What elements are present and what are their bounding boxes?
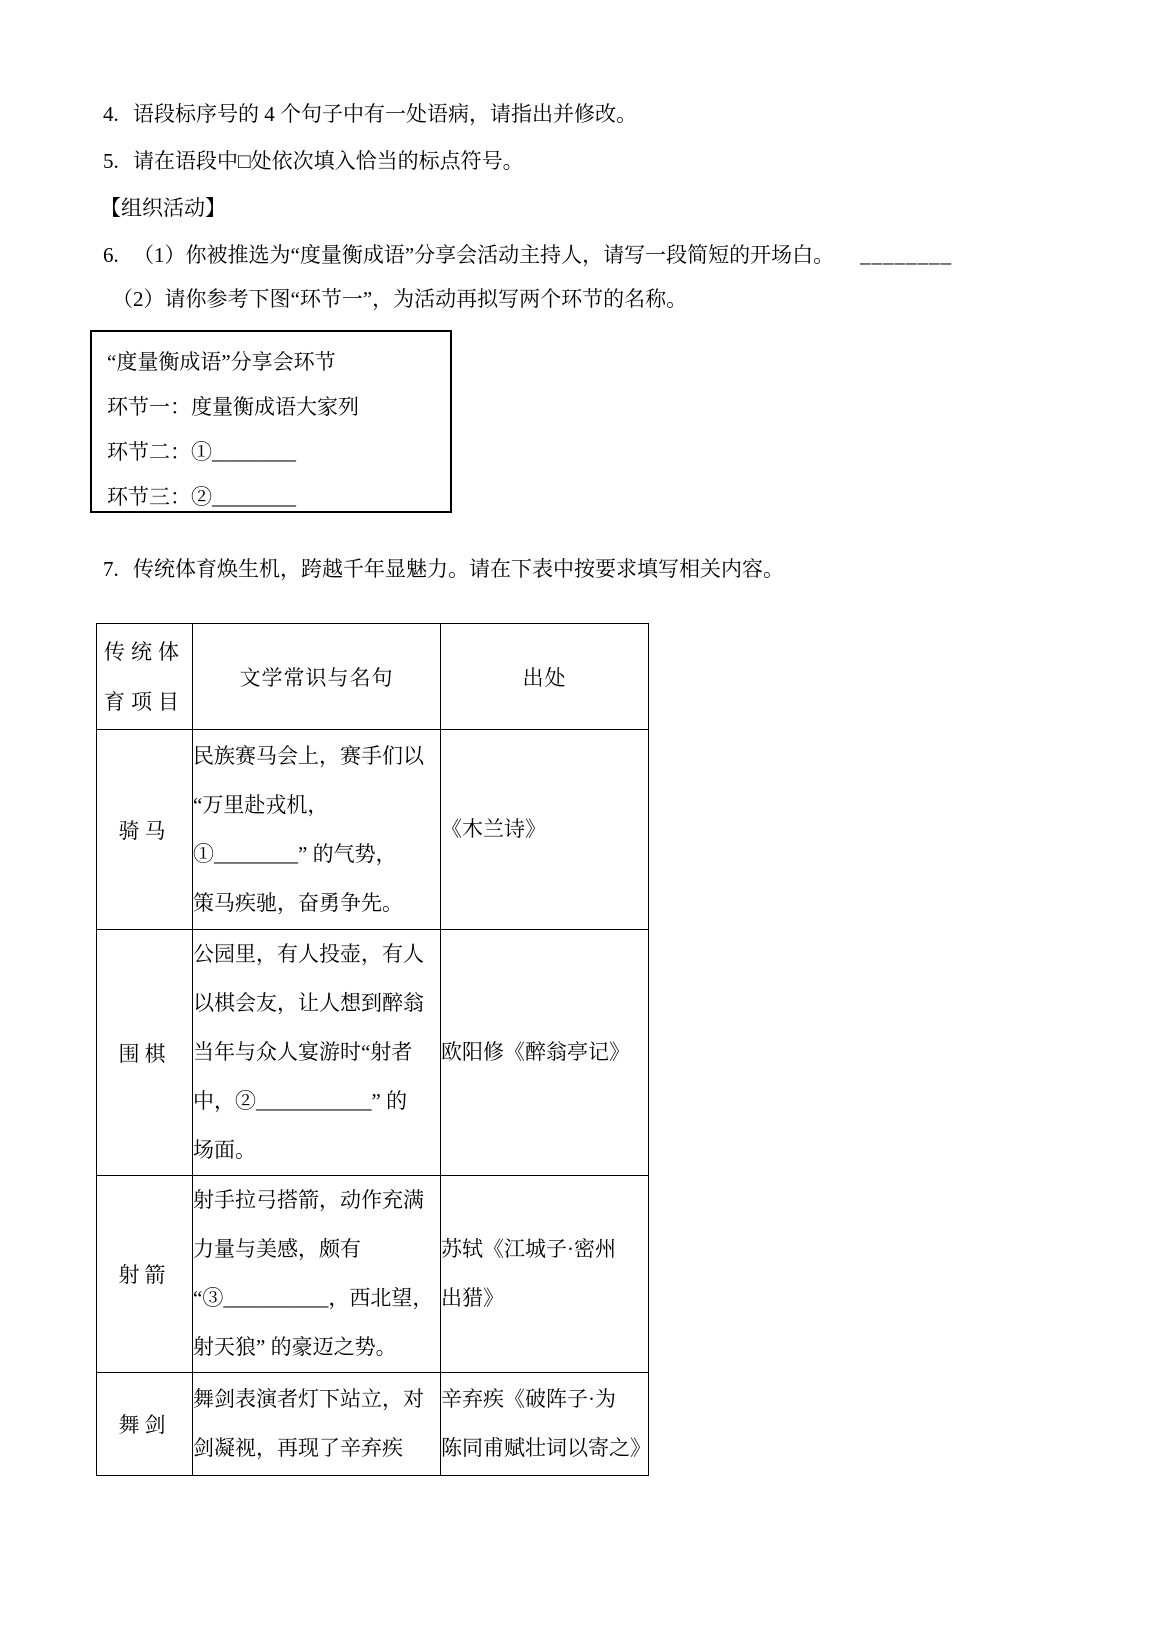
cell-line: 以棋会友，让人想到醉翁 xyxy=(193,991,424,1015)
header-literature-column: 文学常识与名句 xyxy=(193,624,441,730)
header-source-column: 出处 xyxy=(441,624,649,730)
literature-cell xyxy=(193,1373,441,1476)
cell-line: 力量与美感，颇有 xyxy=(193,1237,361,1261)
table-header-row xyxy=(97,624,649,730)
literature-cell xyxy=(193,1176,441,1373)
section-heading-text: 【组织活动】 xyxy=(100,196,226,220)
question-6-part2 xyxy=(112,288,687,311)
cell-line: 公园里，有人投壶，有人 xyxy=(193,942,424,966)
cell-line: 舞剑表演者灯下站立，对 xyxy=(193,1387,424,1411)
table-row-sword xyxy=(97,1373,649,1476)
sports-table xyxy=(96,623,649,1476)
table-row-go xyxy=(97,930,649,1176)
literature-cell xyxy=(193,730,441,930)
question-6-part2-text: （2）请你参考下图“环节一”，为活动再拟写两个环节的名称。 xyxy=(112,287,688,311)
cell-line: 出猎》 xyxy=(441,1286,504,1310)
literature-cell xyxy=(193,930,441,1176)
sport-label: 射箭 xyxy=(97,1176,193,1373)
sport-label: 围棋 xyxy=(97,930,193,1176)
flow-box-title: “度量衡成语”分享会环节 xyxy=(107,350,336,374)
sport-label: 舞剑 xyxy=(97,1373,193,1476)
question-5-number: 5. xyxy=(103,149,119,173)
question-7 xyxy=(103,558,784,581)
cell-line: 射手拉弓搭箭，动作充满 xyxy=(193,1188,424,1212)
flow-box-step1: 环节一：度量衡成语大家列 xyxy=(107,395,359,419)
cell-line: 中，②___________” 的 xyxy=(193,1089,408,1113)
sport-label: 骑马 xyxy=(97,730,193,930)
cell-line: 欧阳修《醉翁亭记》 xyxy=(441,1040,630,1064)
header-sport-column xyxy=(97,624,193,730)
question-4-number: 4. xyxy=(103,102,119,126)
question-5-text: 请在语段中□处依次填入恰当的标点符号。 xyxy=(133,149,524,173)
cell-line: 射天狼” 的豪迈之势。 xyxy=(193,1335,397,1359)
cell-line: 当年与众人宴游时“射者 xyxy=(193,1040,413,1064)
cell-line: 策马疾驰，奋勇争先。 xyxy=(193,890,403,915)
question-7-text: 传统体育焕生机，跨越千年显魅力。请在下表中按要求填写相关内容。 xyxy=(133,557,784,581)
question-6-part1-text: （1）你被推选为“度量衡成语”分享会活动主持人，请写一段简短的开场白。 xyxy=(133,243,835,267)
flow-box-step3: 环节三：②________ xyxy=(107,485,296,509)
source-cell xyxy=(441,930,649,1176)
flow-box-step2: 环节二：①________ xyxy=(107,440,296,464)
cell-line: 剑凝视，再现了辛弃疾 xyxy=(193,1436,403,1460)
question-6-number: 6. xyxy=(103,243,119,267)
cell-line: 场面。 xyxy=(193,1138,256,1162)
table-row-archery xyxy=(97,1176,649,1373)
answer-blank: ________ xyxy=(860,243,953,267)
source-cell xyxy=(441,1373,649,1476)
cell-line: ①________” 的气势， xyxy=(193,841,397,866)
activity-flow-box xyxy=(90,330,452,513)
cell-line: 民族赛马会上，赛手们以 xyxy=(193,743,424,768)
question-5 xyxy=(103,150,524,173)
header-sport-line2: 育项目 xyxy=(104,689,185,714)
question-7-number: 7. xyxy=(103,557,119,581)
cell-line: “万里赴戎机， xyxy=(193,792,329,817)
cell-line: “③__________，西北望， xyxy=(193,1286,434,1310)
question-4 xyxy=(103,103,637,126)
cell-line: 陈同甫赋壮词以寄之》 xyxy=(441,1436,651,1460)
cell-line: 辛弃疾《破阵子·为 xyxy=(441,1387,616,1411)
table-row-riding xyxy=(97,730,649,930)
source-cell xyxy=(441,730,649,930)
cell-line: 苏轼《江城子·密州 xyxy=(441,1237,616,1261)
source-cell xyxy=(441,1176,649,1373)
cell-line: 《木兰诗》 xyxy=(441,817,546,841)
header-sport-line1: 传统体 xyxy=(104,639,185,664)
question-6-part1 xyxy=(103,244,952,267)
question-4-text: 语段标序号的 4 个句子中有一处语病，请指出并修改。 xyxy=(133,102,637,126)
section-heading xyxy=(100,197,226,220)
